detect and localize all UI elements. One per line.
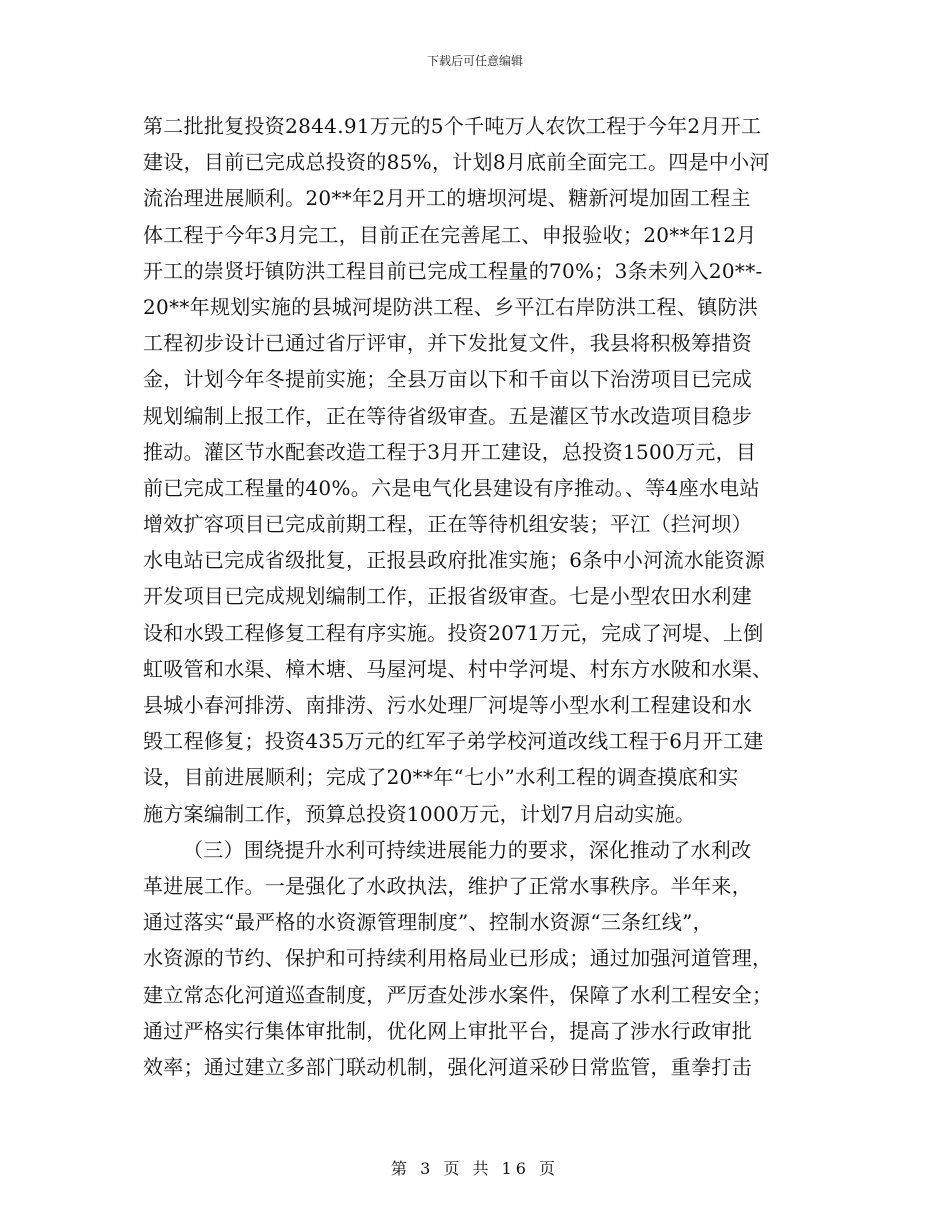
text-line: 工程初步设计已通过省厅评审，并下发批复文件，我县将积极筹措资 xyxy=(143,331,752,356)
text-line: 规划编制上报工作，正在等待省级审查。五是灌区节水改造项目稳步 xyxy=(143,403,752,428)
header-note: 下载后可任意编辑 xyxy=(426,54,523,68)
text-line: 建设，目前已完成总投资的85%，计划8月底前全面完工。四是中小河 xyxy=(143,150,770,175)
text-line: 20**年规划实施的县城河堤防洪工程、乡平江右岸防洪工程、镇防洪 xyxy=(143,294,759,319)
text-line: 开工的崇贤圩镇防洪工程目前已完成工程量的70%；3条未列入20**- xyxy=(143,258,763,283)
text-line: 金，计划今年冬提前实施；全县万亩以下和千亩以下治涝项目已完成 xyxy=(143,367,752,392)
text-line: 革进展工作。一是强化了水政执法，维护了正常水事秩序。半年来， xyxy=(143,873,752,898)
text-line: 设和水毁工程修复工程有序实施。投资2071万元，完成了河堤、上倒 xyxy=(143,620,764,645)
text-line: 建立常态化河道巡查制度，严厉查处涉水案件，保障了水利工程安全； xyxy=(143,982,773,1007)
text-line: 设，目前进展顺利；完成了20**年“七小”水利工程的调查摸底和实 xyxy=(143,765,739,790)
text-line: 县城小春河排涝、南排涝、污水处理厂河堤等小型水利工程建设和水 xyxy=(143,693,752,717)
text-line: 增效扩容项目已完成前期工程，正在等待机组安装；平江（拦河坝） xyxy=(143,512,752,537)
text-line: 通过严格实行集体审批制，优化网上审批平台，提高了涉水行政审批 xyxy=(143,1018,752,1043)
page-number-footer: 第 3 页 共 16 页 xyxy=(391,1159,559,1178)
text-line: 效率；通过建立多部门联动机制，强化河道采砂日常监管，重拳打击 xyxy=(143,1054,752,1079)
text-line: 毁工程修复；投资435万元的红军子弟学校河道改线工程于6月开工建 xyxy=(143,729,764,754)
text-line: 通过落实“最严格的水资源管理制度”、控制水资源“三条红线”， xyxy=(143,910,713,935)
text-line: 第二批批复投资2844.91万元的5个千吨万人农饮工程于今年2月开工 xyxy=(143,114,762,138)
text-line: 流治理进展顺利。20**年2月开工的塘坝河堤、糖新河堤加固工程主 xyxy=(143,186,751,211)
text-line: 体工程于今年3月完工，目前正在完善尾工、申报验收；20**年12月 xyxy=(143,222,757,247)
text-line: 推动。灌区节水配套改造工程于3月开工建设，总投资1500万元，目 xyxy=(143,439,757,464)
text-line: 水资源的节约、保护和可持续利用格局业已形成；通过加强河道管理， xyxy=(143,946,773,971)
text-line: 水电站已完成省级批复，正报县政府批准实施；6条中小河流水能资源 xyxy=(143,548,766,573)
text-line: 开发项目已完成规划编制工作，正报省级审查。七是小型农田水利建 xyxy=(143,584,752,609)
text-line: 前已完成工程量的40%。六是电气化县建设有序推动。、等4座水电站 xyxy=(143,475,760,500)
text-line: 施方案编制工作，预算总投资1000万元，计划7月启动实施。 xyxy=(143,801,696,826)
paragraph-start-line: （三）围绕提升水利可持续进展能力的要求，深化推动了水利改 xyxy=(183,837,752,862)
body-text xyxy=(143,108,813,1085)
text-line: 虹吸管和水渠、樟木塘、马屋河堤、村中学河堤、村东方水陂和水渠、 xyxy=(143,656,773,681)
